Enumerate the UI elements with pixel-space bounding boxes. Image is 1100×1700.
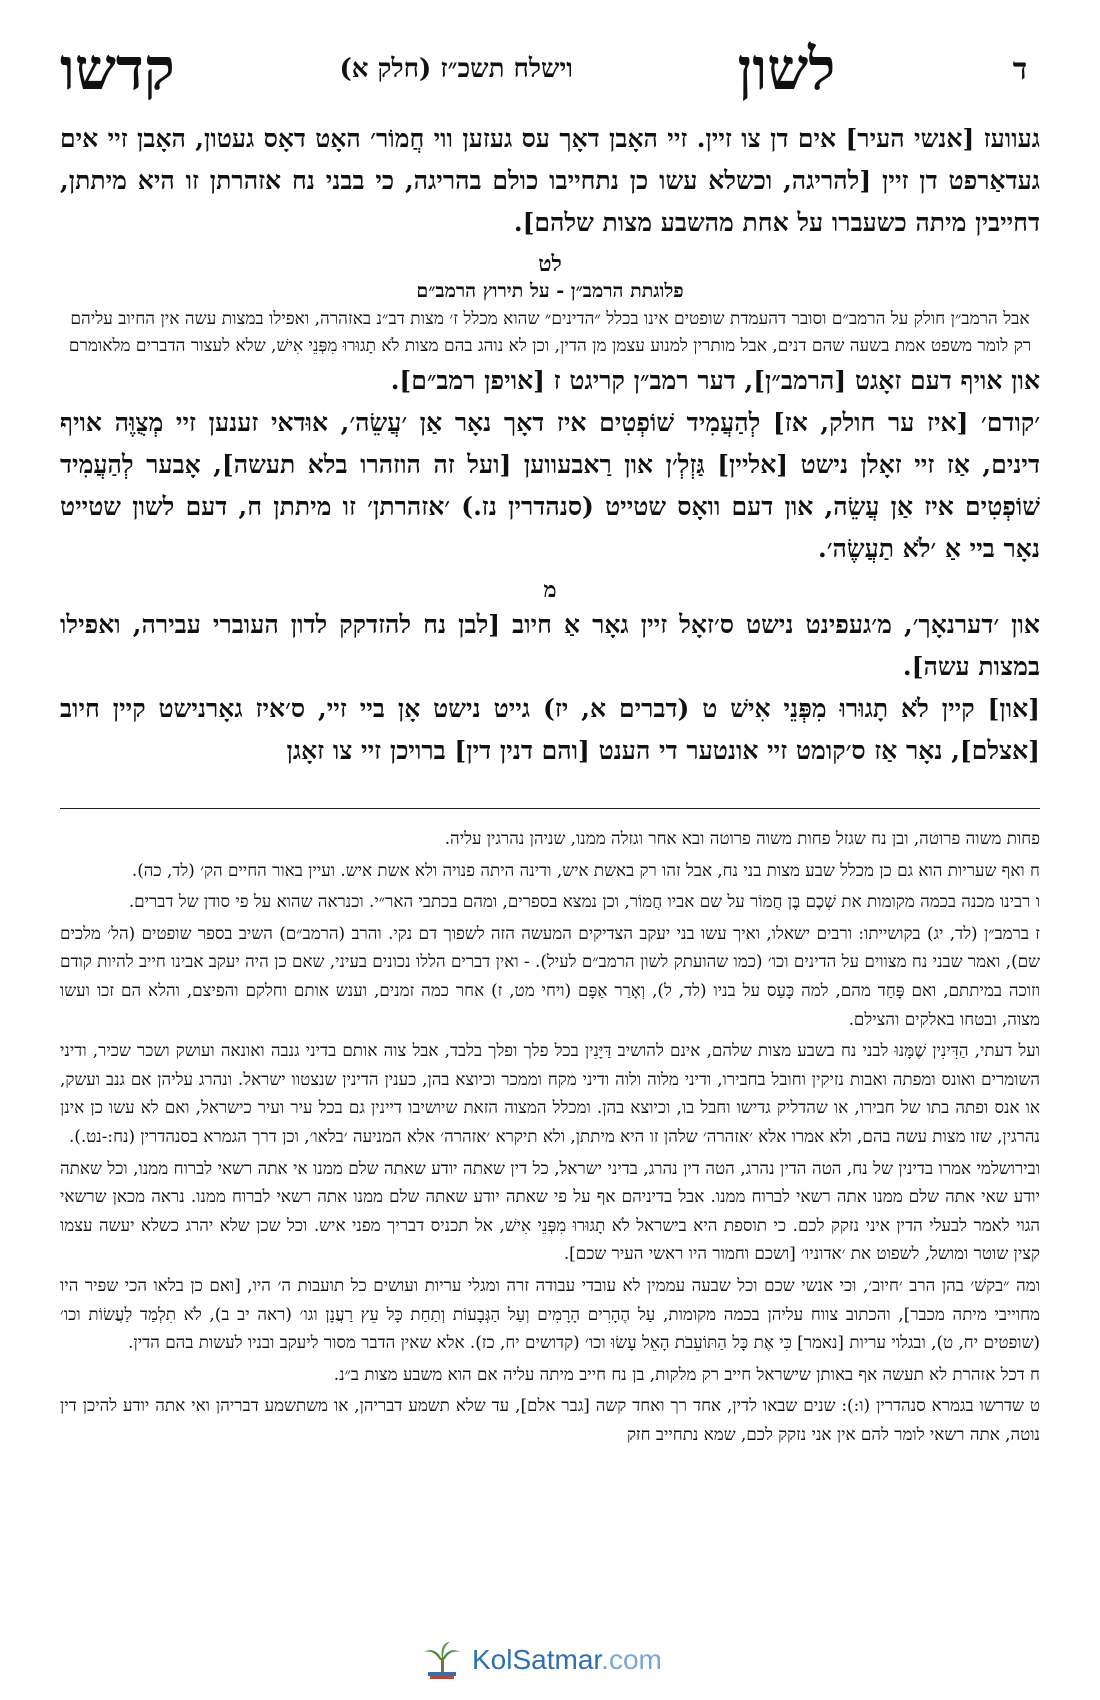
footnote: ח ואף שעריות הוא גם כן מכלל שבע מצות בני נח, אבל זהו רק באשת איש, ודינה היתה פנויה ולא אשת איש. ועיין באור החיים הק׳ (לד, כה).	[131, 859, 1040, 880]
footnote-divider	[60, 808, 1040, 809]
main-text	[60, 118, 1040, 772]
main-paragraph: און ׳דערנאָך׳, מ׳געפינט נישט ס׳זאָל זיין גאָר אַ חיוב [לבן נח להזדקק לדון העוברי עבירה, ואפילו במצות עשה].	[60, 610, 1040, 681]
page-header	[60, 34, 1040, 104]
logo-wordmark: KolSatmar.com	[472, 1644, 662, 1675]
section-number: מ	[543, 577, 557, 603]
footnote: ועל דעתי, הַדִּינִין שֶׁמָּנוּ לבני נח בשבע מצות שלהם, אינם להושיב דַּיָּנִין בכל פלך ופלך בלבד, אבל צוה אותם בדיני גנבה ואונאה ועושק ושכר שכיר, ודיני השומרים ואונס ומפתה ואבות נזיקין וחובל בחבירו, ודיני מלוה ולוה ודיני מקח וממכר וכיוצא בהן, כענין הדינין שנצטוו ישראל. ונהרג עליהן אם גנב ועשק, או אנס ופתה בתו של חבירו, או שהדליק גדישו וחבל בו, וכיוצא בהן. ומכלל המצוה הזאת שיושיבו דיינין גם בכל עיר ועיר כישראל, ואם לא עשו כן אינן נהרגין, שזו מצות עשה בהם, ולא אמרו אלא ׳אזהרה׳ שלהן זו היא מיתתן, ולא תיקרא ׳אזהרה׳ אלא המניעה ׳בלאו׳, וכן דרך הגמרא בסנהדרין (נח:-נט.).	[60, 1040, 1040, 1146]
running-subtitle: וישלח תשכ״ז (חלק א)	[339, 54, 573, 84]
footnote: ובירושלמי אמרו בדינין של נח, הטה הדין נהרג, הטה דין נהרג, בדיני ישראל, כל דין שאתה יודע שאתה שלם ממנו אי אתה רשאי לברוח ממנו, וכל שאתה יודע שאי אתה שלם ממנו אתה רשאי לברוח ממנו. אבל בדיניהם אף על פי שאתה יודע שאתה שלם ממנו אתה רשאי לברוח ממנו. נראה מכאן שרשאי הגוי לאמר לבעלי הדין איני נזקק לכם. כי תוספת היא בישראל לֹא תָגוּרוּ מִפְּנֵי אִישׁ, אל תכניס דבריך מפני איש. וכל שכן שלא יהרג כשלא יעשה עצמו קצין שוטר ומושל, לשפוט את ׳אדוניו׳ [ושכם וחמור היו ראשי העיר שכם].	[60, 1157, 1040, 1264]
main-paragraph: און אויף דעם זאָגט [הרמב״ן], דער רמב״ן קריגט ז [אויפן רמב״ם].	[390, 366, 1040, 395]
footnote: ו רבינו מכנה בכמה מקומות את שְׁכֶם בֶּן חֲמוֹר על שם אביו חֲמוֹר, וכן נמצא בספרים, ומהם בכתבי האר״י. וכנראה שהוא על פי סודן של דברים.	[128, 891, 1040, 912]
page-letter: ד	[1012, 51, 1028, 87]
footnote: ט שדרשו בגמרא סנהדרין (ו:): שנים שבאו לדין, אחד רך ואחד קשה [גבר אלם], עד שלא תשמע דבריהן, או משתשמע דבריהן ואי אתה יודע להיכן דין נוטה, אתה רשאי לומר להם אין אני נזקק לכם, שמא נתחייב חזק	[60, 1395, 1040, 1444]
section-summary: אבל הרמב״ן חולק על הרמב״ם וסובר דהעמדת שופטים אינו בכלל ״הדינים״ שהוא מכלל ז׳ מצות דב״נ באזהרה, ואפילו במצות עשה אין החיוב עליהם רק לומר משפט אמת בשעה שהם דנים, אבל מותרין למנוע עצמן מן הדין, וכן לא נוהג בהם מצות לֹא תָגוּרוּ מִפְּנֵי אִישׁ, שלא לעצור הדברים מלאומרם	[68, 309, 1032, 356]
section-number: לט	[538, 251, 562, 277]
footnote: פחות משוה פרוטה, ובן נח שגזל פחות משוה פרוטה ובא אחר וגזלה ממנו, שניהן נהרגין עליה.	[444, 828, 1040, 848]
section-title: פלוגתת הרמב״ן - על תירוץ הרמב״ם	[416, 280, 684, 302]
site-logo[interactable]	[420, 1634, 680, 1686]
footnotes	[60, 824, 1040, 1451]
main-paragraph: געוועז [אנשי העיר] אים דן צו זיין. זיי האָבן דאָך עס געזען ווי חֲמוֹר׳ האָט דאָס געטון, האָבן זיי אים געדאַרפט דן זיין [להריגה, וכשלא עשו כן נתחייבו כולם בהריגה, כי בבני נח אזהרתן זו היא מיתתן, דחייבין מיתה כשעברו על אחת מהשבע מצות שלהם].	[60, 124, 1040, 237]
palm-tree-books-icon	[420, 1638, 464, 1682]
main-paragraph: ׳קודם׳ [איז ער חולק, אז] לְהַעֲמִיד שׁוֹפְטִים איז דאָך נאָר אַן ׳עֲשֵׂה׳, אוּדאי זענען זיי מְצֻוֶּה אויף דינים, אַז זיי זאָלן נישט [אליין] גַּזְלְ׳ן און רַאבעווען [ועל זה הוזהרו בלא תעשה], אָבער לְהַעֲמִיד שׁוֹפְטִים איז אַן עֲשֵׂה, און דעם וואָס שטייט (סנהדרין נז.) ׳אזהרתן׳ זו מיתתן ח, דעם לשון שטייט נאָר ביי אַ ׳לֹא תַעֲשֶׂה׳.	[60, 408, 1040, 563]
footnote: ח דכל אזהרת לא תעשה אף באותן שישראל חייב רק מלקות, בן נח חייב מיתה עליה אם הוא משבע מצות ב״נ.	[333, 1363, 1040, 1384]
footnote: ומה ״בקשׁ׳ בהן הרב ׳חיוב׳, וכי אנשי שכם וכל שבעה עממין לא עובדי עבודה זרה ומגלי עריות ועושים כל תועבות ה׳ היו, [ואם כן בלאו הכי שפיר היו מחוייבי מיתה מכבר], והכתוב צווח עליהן בכמה מקומות, עַל הֶהָרִים הָרָמִים וְעַל הַגְּבָעוֹת וְתַחַת כָּל עֵץ רַעֲנָן וגו׳ (ראה יב ב), לֹא תִלְמַד לַעֲשׂוֹת וכו׳ (שופטים יח, ט), ובגלוי עריות [נאמר] כִּי אֶת כָּל הַתּוֹעֵבֹת הָאֵל עָשׂוּ וכו׳ (קדושים יח, כז). אלא שאין הדבר מסור ליעקב ובניו לעשות בהם הדין.	[60, 1274, 1040, 1353]
main-paragraph: [און] קיין לֹא תָגוּרוּ מִפְּנֵי אִישׁ ט (דברים א, יז) גייט נישט אָן ביי זיי, ס׳איז גאָרנישט קיין חיוב [אצלם], נאָר אַז ס׳קומט זיי אונטער די הענט [והם דנין דין] ברויכן זיי צו זאָגן	[60, 694, 1040, 765]
running-title-right: לשון	[737, 35, 836, 103]
running-title-left: קדשו	[60, 35, 175, 103]
footnote: ז ברמב״ן (לד, יג) בקושייתו: ורבים ישאלו, ואיך עשו בני יעקב הצדיקים המעשה הזה לשפוך דם נקי. והרב (הרמב״ם) השיב בספר שופטים (הל׳ מלכים שם), ואמר שבני נח מצווים על הדינים וכו׳ (כמו שהועתק לשון הרמב״ם לעיל). - ואין דברים הללו נכונים בעיני, שאם כן היה יעקב אבינו חייב להיות קודם וזוכה במיתתם, ואם פָּחַד מהם, למה כָּעַס על בניו (לד, ל), וְאָרַר אַפָּם (ויחי מט, ז) אחר כמה זמנים, וענש אותם וחלקם והפיצם, והלא הם זכו ועשו מצוה, ובטחו באלקים והצילם.	[60, 922, 1040, 1029]
